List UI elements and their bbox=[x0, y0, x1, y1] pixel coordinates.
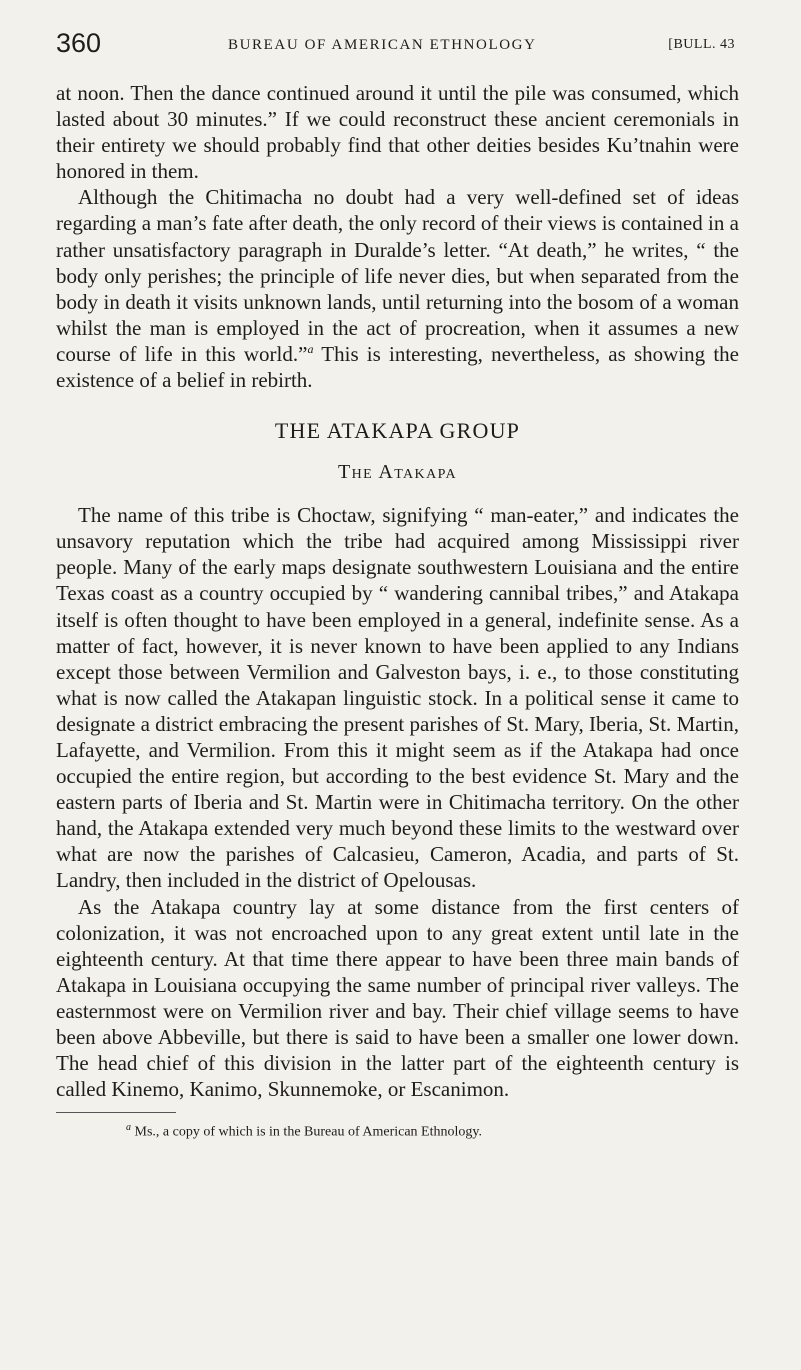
footnote-reference: a bbox=[307, 341, 314, 356]
paragraph-afterlife-tail: This is interesting, nevertheless, as showing the existence of a belief in rebirth. bbox=[56, 341, 739, 393]
section-title: THE ATAKAPA GROUP bbox=[274, 418, 521, 444]
running-head bbox=[56, 28, 739, 64]
paragraph-afterlife-text: Although the Chitimacha no doubt had a very well-defined set of ideas regarding a man’s fate after death, the only record of their views is contained in a rather unsatisfactory paragraph in Duralde’s letter. “At death,” he writes, “ the body only perishes; the principle of life never dies, but when separated from the body in death it visits unknown lands, until returning into the bosom of a woman whilst the man is employed in the act of procreation, when it assumes a new course of life in this world.” bbox=[56, 185, 739, 366]
footnote-mark: a bbox=[126, 1122, 131, 1134]
footnote-divider bbox=[56, 1112, 176, 1113]
paragraph-name-origin: The name of this tribe is Choctaw, signifying “ man-eater,” and indicates the unsavory reputation which the tribe had acquired among Mississippi river people. Many of the early maps designate southwestern Louisiana and the entire Texas coast as a country occupied by “ wandering cannibal tribes,” and Atakapa itself is often thought to have been employed in a general, indefinite sense. As a matter of fact, however, it is never known to have been applied to any Indians except those between Vermilion and Galveston bays, i. e., to those constituting what is now called the Atakapan linguistic stock. In a political sense it came to designate a district embracing the present parishes of St. Mary, Iberia, St. Martin, Lafayette, and Vermilion. From this it might seem as if the Atakapa had once occupied the entire region, but according to the best evidence St. Mary and the eastern parts of Iberia and St. Martin were in Chitimacha territory. On the other hand, the Atakapa extended very much beyond these limits to the westward over what are now the parishes of Calcasieu, Cameron, Acadia, and parts of St. Landry, then included in the district of Opelousas. bbox=[56, 503, 739, 893]
running-title: BUREAU OF AMERICAN ETHNOLOGY bbox=[228, 37, 537, 53]
subsection-title: The Atakapa bbox=[338, 461, 457, 484]
paragraph-bands: As the Atakapa country lay at some distance from the first centers of colonization, it was not encroached upon to any great extent until late in the eighteenth century. At that time there appear to have been three main bands of Atakapa in Louisiana occupying the same number of principal river valleys. The easternmost were on Vermilion river and bay. Their chief village seems to have been above Abbeville, but there is said to have been a smaller one lower down. The head chief of this division in the latter part of the eighteenth century is called Kinemo, Kanimo, Skunnemoke, or Escanimon. bbox=[56, 894, 739, 1102]
bulletin-reference: [BULL. 43 bbox=[668, 37, 735, 52]
footnote-text: Ms., a copy of which is in the Bureau of American Ethnology. bbox=[131, 1124, 482, 1140]
footnote bbox=[56, 1119, 739, 1142]
page-number: 360 bbox=[56, 28, 102, 58]
page-body bbox=[56, 80, 739, 1142]
paragraph-continued: at noon. Then the dance continued around it until the pile was consumed, which lasted about 30 minutes.” If we could reconstruct these ancient ceremonials in their entirety we should probably find that other deities besides Ku’tnahin were honored in them. bbox=[56, 81, 739, 184]
paragraph-afterlife bbox=[56, 184, 739, 393]
